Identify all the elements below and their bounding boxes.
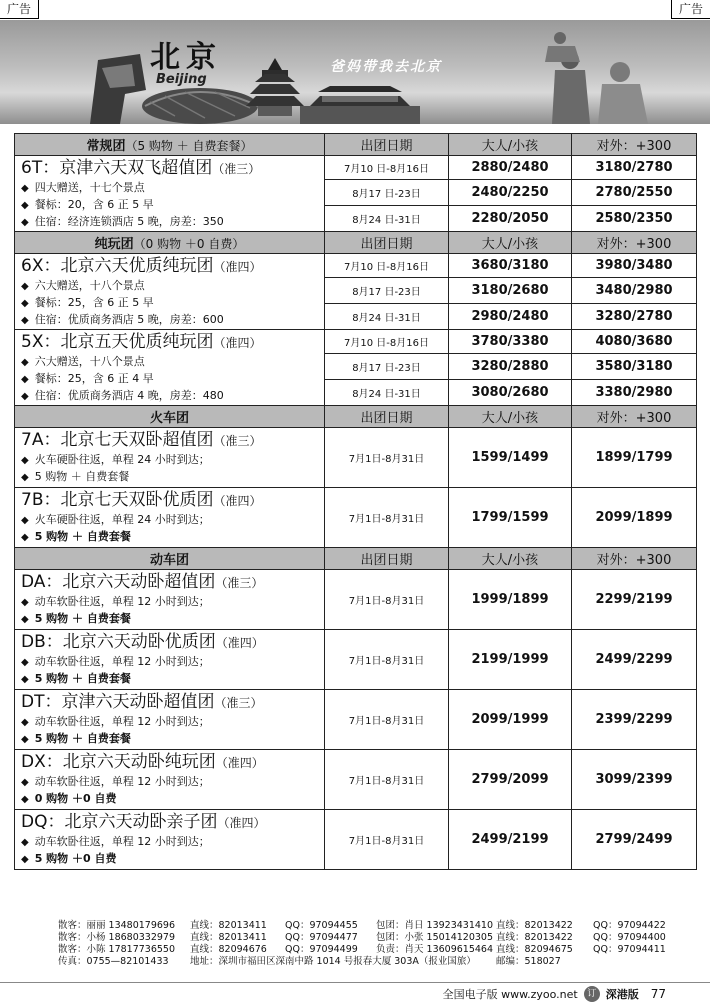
price-adult-child: 2980/2480 bbox=[449, 304, 572, 330]
tour-row bbox=[15, 156, 697, 180]
tour-title bbox=[15, 571, 324, 594]
tour-feature-text: 5 购物 ＋ 自费套餐 bbox=[34, 732, 131, 745]
tour-feature-text: 5 购物 ＋ 自费套餐 bbox=[34, 530, 131, 543]
footer-contact-row bbox=[58, 944, 698, 956]
contact-person: 散客：小陈 17817736550 bbox=[58, 944, 176, 955]
tour-feature-text: 5 购物 ＋ 自费套餐 bbox=[34, 612, 131, 625]
price-external: 2580/2350 bbox=[572, 206, 697, 232]
banner bbox=[0, 20, 710, 124]
fax: 传真：0755—82101433 bbox=[58, 956, 169, 967]
departure-date: 8月24 日-31日 bbox=[325, 380, 449, 406]
col-header-external: 对外：+300 bbox=[572, 134, 697, 156]
tour-code: 6T： bbox=[21, 157, 60, 178]
departure-date: 7月10 日-8月16日 bbox=[325, 330, 449, 354]
tour-title bbox=[15, 811, 324, 834]
tour-feature bbox=[15, 851, 324, 868]
col-header-adult-child: 大人/小孩 bbox=[449, 406, 572, 428]
tour-feature-text: 餐标：25，含 6 正 4 早 bbox=[34, 371, 154, 385]
price-adult-child: 2199/1999 bbox=[449, 630, 572, 690]
tour-feature-text: 住宿：优质商务酒店 5 晚，房差：600 bbox=[34, 312, 224, 326]
diamond-bullet-icon: ◆ bbox=[21, 280, 29, 292]
tour-feature bbox=[15, 371, 324, 388]
departure-date: 7月1日-8月31日 bbox=[325, 488, 449, 548]
tour-feature bbox=[15, 312, 324, 329]
departure-date: 8月17 日-23日 bbox=[325, 278, 449, 304]
contact-qq: QQ：97094455 bbox=[285, 920, 358, 931]
tour-feature-text: 0 购物 ＋0 自费 bbox=[34, 792, 117, 805]
diamond-bullet-icon: ◆ bbox=[21, 356, 29, 368]
tour-feature bbox=[15, 295, 324, 312]
tour-feature bbox=[15, 594, 324, 611]
tour-code: 5X： bbox=[21, 331, 61, 352]
tour-name: 北京六天优质纯玩团 bbox=[60, 255, 214, 276]
group-contact: 包团：小张 15014120305 bbox=[376, 932, 494, 943]
footer-address-row bbox=[58, 956, 698, 968]
tour-feature-text: 六大赠送，十八个景点 bbox=[34, 354, 145, 368]
tour-level: （准四） bbox=[217, 816, 266, 830]
price-adult-child: 1799/1599 bbox=[449, 488, 572, 548]
price-external: 1899/1799 bbox=[572, 428, 697, 488]
tour-code: DX： bbox=[21, 752, 63, 772]
departure-date: 7月1日-8月31日 bbox=[325, 570, 449, 630]
contact-footer bbox=[58, 920, 698, 968]
price-external: 2299/2199 bbox=[572, 570, 697, 630]
tour-feature bbox=[15, 654, 324, 671]
page-divider bbox=[0, 982, 710, 983]
tour-row bbox=[15, 330, 697, 354]
group-phone: 直线：82013422 bbox=[496, 932, 573, 943]
price-external: 3099/2399 bbox=[572, 750, 697, 810]
tour-feature-text: 动车软卧往返，单程 12 小时到达； bbox=[34, 595, 210, 608]
diamond-bullet-icon: ◆ bbox=[21, 515, 29, 526]
tour-feature-text: 住宿：优质商务酒店 4 晚，房差：480 bbox=[34, 388, 224, 402]
tour-title bbox=[15, 255, 324, 278]
tour-info bbox=[15, 810, 325, 870]
tour-code: DB： bbox=[21, 632, 63, 652]
tour-title bbox=[15, 331, 324, 354]
tour-feature-text: 5 购物 ＋ 自费套餐 bbox=[34, 672, 131, 685]
price-external: 3380/2980 bbox=[572, 380, 697, 406]
diamond-bullet-icon: ◆ bbox=[21, 297, 29, 309]
price-external: 2399/2299 bbox=[572, 690, 697, 750]
tour-row bbox=[15, 570, 697, 630]
tour-row bbox=[15, 428, 697, 488]
diamond-bullet-icon: ◆ bbox=[21, 314, 29, 326]
departure-date: 7月1日-8月31日 bbox=[325, 428, 449, 488]
departure-date: 7月1日-8月31日 bbox=[325, 750, 449, 810]
tour-level: （准三） bbox=[212, 161, 261, 176]
diamond-bullet-icon: ◆ bbox=[21, 532, 29, 543]
tour-feature bbox=[15, 834, 324, 851]
tour-feature-text: 5 购物 ＋ 自费套餐 bbox=[34, 470, 130, 483]
tour-feature bbox=[15, 469, 324, 486]
contact-phone: 直线：82013411 bbox=[190, 920, 267, 931]
price-external: 3980/3480 bbox=[572, 254, 697, 278]
tour-feature bbox=[15, 714, 324, 731]
section-note: （5 购物 ＋ 自费套餐） bbox=[125, 139, 253, 153]
diamond-bullet-icon: ◆ bbox=[21, 597, 29, 608]
tour-name: 北京六天动卧亲子团 bbox=[64, 812, 218, 832]
tour-name: 北京七天双卧超值团 bbox=[60, 430, 214, 450]
contact-qq: QQ：97094477 bbox=[285, 932, 358, 943]
tour-feature bbox=[15, 214, 324, 231]
tour-info bbox=[15, 570, 325, 630]
tour-name: 北京六天动卧优质团 bbox=[62, 632, 216, 652]
tour-code: 6X： bbox=[21, 255, 61, 276]
tour-name: 北京七天双卧优质团 bbox=[60, 490, 214, 510]
ad-label-text: 广告 bbox=[678, 2, 703, 16]
price-adult-child: 1599/1499 bbox=[449, 428, 572, 488]
price-table bbox=[14, 133, 697, 870]
tour-feature-text: 四大赠送，十七个景点 bbox=[34, 180, 145, 194]
tour-feature-text: 六大赠送，十八个景点 bbox=[34, 278, 145, 292]
diamond-bullet-icon: ◆ bbox=[21, 794, 29, 805]
contact-person: 散客：小杨 18680332979 bbox=[58, 932, 176, 943]
tour-name: 北京五天优质纯玩团 bbox=[60, 331, 214, 352]
group-phone: 直线：82013422 bbox=[496, 920, 573, 931]
col-header-date: 出团日期 bbox=[325, 134, 449, 156]
group-qq: QQ：97094422 bbox=[593, 920, 666, 931]
departure-date: 8月17 日-23日 bbox=[325, 180, 449, 206]
tour-title bbox=[15, 157, 324, 180]
tour-feature-text: 动车软卧往返，单程 12 小时到达； bbox=[34, 835, 210, 848]
section-name: 纯玩团 bbox=[94, 237, 134, 252]
price-external: 2799/2499 bbox=[572, 810, 697, 870]
col-header-adult-child: 大人/小孩 bbox=[449, 548, 572, 570]
price-external: 2099/1899 bbox=[572, 488, 697, 548]
diamond-bullet-icon: ◆ bbox=[21, 472, 29, 483]
tour-row bbox=[15, 488, 697, 548]
group-contact: 负责：肖天 13609615464 bbox=[376, 944, 494, 955]
tour-level: （准四） bbox=[213, 494, 262, 508]
tour-feature bbox=[15, 512, 324, 529]
tour-name: 京津六天双飞超值团 bbox=[59, 157, 213, 178]
diamond-bullet-icon: ◆ bbox=[21, 674, 29, 685]
section-name: 火车团 bbox=[149, 411, 189, 426]
price-adult-child: 3080/2680 bbox=[449, 380, 572, 406]
price-adult-child: 3780/3380 bbox=[449, 330, 572, 354]
tour-row bbox=[15, 750, 697, 810]
col-header-date: 出团日期 bbox=[325, 406, 449, 428]
col-header-external: 对外：+300 bbox=[572, 406, 697, 428]
tour-code: 7A： bbox=[21, 430, 61, 450]
tour-feature bbox=[15, 354, 324, 371]
ad-label-left bbox=[0, 0, 39, 19]
diamond-bullet-icon: ◆ bbox=[21, 854, 29, 865]
banner-title: 北京 bbox=[150, 40, 222, 75]
tour-title bbox=[15, 489, 324, 512]
tour-title bbox=[15, 691, 324, 714]
tour-row bbox=[15, 690, 697, 750]
tour-feature bbox=[15, 452, 324, 469]
section-note: （0 购物 ＋0 自费） bbox=[133, 237, 245, 251]
section-header-row bbox=[15, 232, 697, 254]
departure-date: 7月1日-8月31日 bbox=[325, 630, 449, 690]
footer-contact-row bbox=[58, 920, 698, 932]
diamond-bullet-icon: ◆ bbox=[21, 717, 29, 728]
contact-qq: QQ：97094499 bbox=[285, 944, 358, 955]
tour-level: （准三） bbox=[213, 434, 262, 448]
tour-feature bbox=[15, 529, 324, 546]
section-title bbox=[15, 232, 325, 254]
site-url: 全国电子版 www.zyoo.net bbox=[442, 988, 578, 1001]
col-header-date: 出团日期 bbox=[325, 548, 449, 570]
section-header-row bbox=[15, 548, 697, 570]
postcode: 邮编：518027 bbox=[496, 956, 561, 967]
col-header-date: 出团日期 bbox=[325, 232, 449, 254]
banner-subtitle: Beijing bbox=[156, 72, 207, 87]
subscribe-badge-icon: 订 bbox=[584, 986, 600, 1002]
diamond-bullet-icon: ◆ bbox=[21, 199, 29, 211]
tour-feature-text: 餐标：25，含 6 正 5 早 bbox=[34, 295, 154, 309]
tour-code: 7B： bbox=[21, 490, 61, 510]
tour-info bbox=[15, 156, 325, 232]
departure-date: 7月10 日-8月16日 bbox=[325, 156, 449, 180]
diamond-bullet-icon: ◆ bbox=[21, 455, 29, 466]
price-adult-child: 1999/1899 bbox=[449, 570, 572, 630]
tour-feature-text: 动车软卧往返，单程 12 小时到达； bbox=[34, 655, 210, 668]
tour-level: （准四） bbox=[215, 636, 264, 650]
tour-feature bbox=[15, 671, 324, 688]
tour-level: （准三） bbox=[215, 576, 264, 590]
contact-person: 散客：丽丽 13480179696 bbox=[58, 920, 176, 931]
tour-info bbox=[15, 690, 325, 750]
tour-feature-text: 住宿：经济连锁酒店 5 晚，房差：350 bbox=[34, 214, 224, 228]
tour-feature bbox=[15, 197, 324, 214]
departure-date: 8月24 日-31日 bbox=[325, 304, 449, 330]
price-adult-child: 2280/2050 bbox=[449, 206, 572, 232]
price-adult-child: 2880/2480 bbox=[449, 156, 572, 180]
tour-level: （准四） bbox=[213, 259, 262, 274]
address: 地址：深圳市福田区深南中路 1014 号报春大厦 303A（报业国旅） bbox=[190, 956, 476, 967]
price-table-wrapper bbox=[14, 133, 696, 870]
tour-feature bbox=[15, 731, 324, 748]
diamond-bullet-icon: ◆ bbox=[21, 182, 29, 194]
tour-row bbox=[15, 254, 697, 278]
edition-label: 深港版 bbox=[605, 988, 639, 1001]
group-qq: QQ：97094400 bbox=[593, 932, 666, 943]
price-adult-child: 3180/2680 bbox=[449, 278, 572, 304]
diamond-bullet-icon: ◆ bbox=[21, 657, 29, 668]
price-adult-child: 2799/2099 bbox=[449, 750, 572, 810]
tour-feature-text: 火车硬卧往返，单程 24 小时到达； bbox=[34, 513, 210, 526]
price-external: 3180/2780 bbox=[572, 156, 697, 180]
price-external: 2499/2299 bbox=[572, 630, 697, 690]
tour-feature-text: 动车软卧往返，单程 12 小时到达； bbox=[34, 775, 210, 788]
tour-row bbox=[15, 810, 697, 870]
price-external: 3480/2980 bbox=[572, 278, 697, 304]
tour-info bbox=[15, 488, 325, 548]
price-external: 4080/3680 bbox=[572, 330, 697, 354]
diamond-bullet-icon: ◆ bbox=[21, 390, 29, 402]
price-adult-child: 3680/3180 bbox=[449, 254, 572, 278]
tour-level: （准四） bbox=[213, 335, 262, 350]
tour-title bbox=[15, 631, 324, 654]
tour-info bbox=[15, 330, 325, 406]
page-number: 77 bbox=[650, 987, 666, 1001]
tour-code: DA： bbox=[21, 572, 63, 592]
section-title bbox=[15, 406, 325, 428]
price-adult-child: 2099/1999 bbox=[449, 690, 572, 750]
group-phone: 直线：82094675 bbox=[496, 944, 573, 955]
tour-info bbox=[15, 630, 325, 690]
contact-phone: 直线：82013411 bbox=[190, 932, 267, 943]
tour-feature bbox=[15, 791, 324, 808]
price-external: 3280/2780 bbox=[572, 304, 697, 330]
diamond-bullet-icon: ◆ bbox=[21, 837, 29, 848]
diamond-bullet-icon: ◆ bbox=[21, 373, 29, 385]
tour-code: DQ： bbox=[21, 812, 65, 832]
price-adult-child: 3280/2880 bbox=[449, 354, 572, 380]
ad-label-text: 广告 bbox=[6, 2, 31, 16]
tour-name: 京津六天动卧超值团 bbox=[61, 692, 215, 712]
tour-level: （准四） bbox=[215, 756, 264, 770]
tour-feature bbox=[15, 278, 324, 295]
diamond-bullet-icon: ◆ bbox=[21, 734, 29, 745]
section-header-row bbox=[15, 134, 697, 156]
tour-level: （准三） bbox=[214, 696, 263, 710]
tour-info bbox=[15, 750, 325, 810]
diamond-bullet-icon: ◆ bbox=[21, 216, 29, 228]
col-header-adult-child: 大人/小孩 bbox=[449, 134, 572, 156]
departure-date: 8月17 日-23日 bbox=[325, 354, 449, 380]
tour-feature bbox=[15, 611, 324, 628]
tour-code: DT： bbox=[21, 692, 62, 712]
tour-feature bbox=[15, 388, 324, 405]
diamond-bullet-icon: ◆ bbox=[21, 777, 29, 788]
contact-phone: 直线：82094676 bbox=[190, 944, 267, 955]
col-header-external: 对外：+300 bbox=[572, 548, 697, 570]
tour-feature-text: 动车软卧往返，单程 12 小时到达； bbox=[34, 715, 210, 728]
departure-date: 7月1日-8月31日 bbox=[325, 690, 449, 750]
departure-date: 8月24 日-31日 bbox=[325, 206, 449, 232]
section-name: 动车团 bbox=[149, 553, 189, 568]
col-header-external: 对外：+300 bbox=[572, 232, 697, 254]
section-name: 常规团 bbox=[86, 139, 126, 154]
tour-name: 北京六天动卧纯玩团 bbox=[62, 752, 216, 772]
price-adult-child: 2499/2199 bbox=[449, 810, 572, 870]
departure-date: 7月1日-8月31日 bbox=[325, 810, 449, 870]
tour-title bbox=[15, 751, 324, 774]
price-external: 2780/2550 bbox=[572, 180, 697, 206]
tour-feature bbox=[15, 180, 324, 197]
col-header-adult-child: 大人/小孩 bbox=[449, 232, 572, 254]
tour-title bbox=[15, 429, 324, 452]
group-contact: 包团：肖日 13923431410 bbox=[376, 920, 494, 931]
section-header-row bbox=[15, 406, 697, 428]
banner-slogan: 爸妈带我去北京 bbox=[330, 59, 442, 75]
section-title bbox=[15, 548, 325, 570]
tour-name: 北京六天动卧超值团 bbox=[62, 572, 216, 592]
tour-feature-text: 火车硬卧往返，单程 24 小时到达； bbox=[34, 453, 210, 466]
tour-info bbox=[15, 428, 325, 488]
price-adult-child: 2480/2250 bbox=[449, 180, 572, 206]
departure-date: 7月10 日-8月16日 bbox=[325, 254, 449, 278]
ad-label-right bbox=[671, 0, 710, 19]
group-qq: QQ：97094411 bbox=[593, 944, 666, 955]
tour-feature-text: 5 购物 ＋0 自费 bbox=[34, 852, 117, 865]
diamond-bullet-icon: ◆ bbox=[21, 614, 29, 625]
price-external: 3580/3180 bbox=[572, 354, 697, 380]
footer-contact-row bbox=[58, 932, 698, 944]
tour-feature-text: 餐标：20，含 6 正 5 早 bbox=[34, 197, 154, 211]
section-title bbox=[15, 134, 325, 156]
tour-info bbox=[15, 254, 325, 330]
tour-feature bbox=[15, 774, 324, 791]
tour-row bbox=[15, 630, 697, 690]
